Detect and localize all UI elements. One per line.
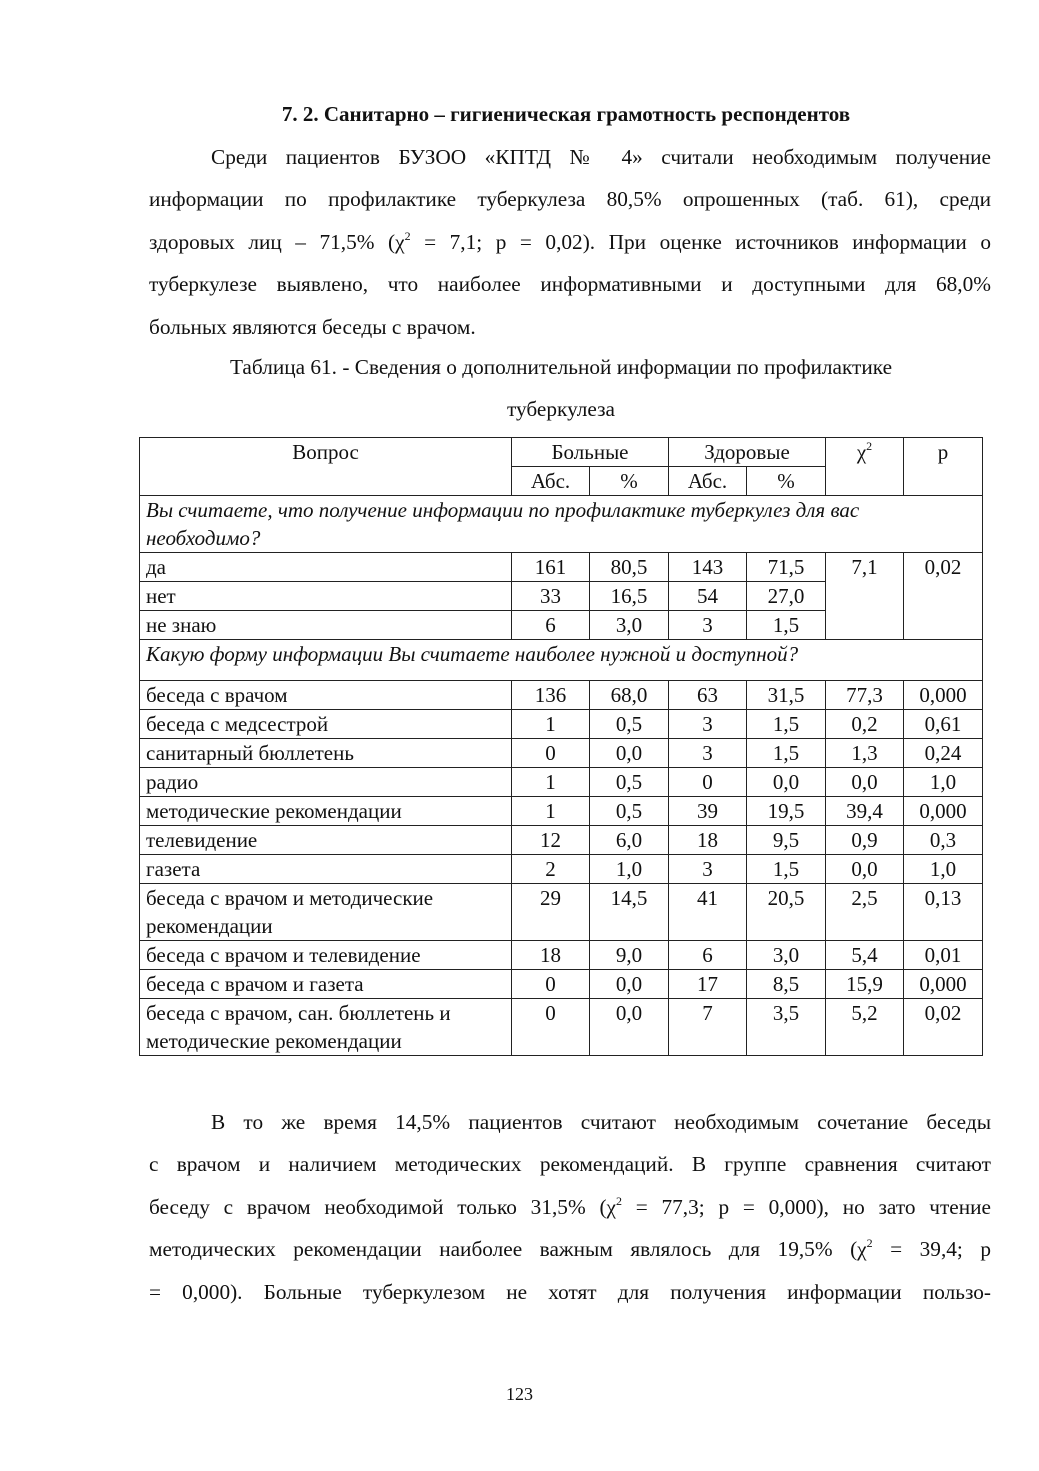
paragraph-1-line-1: Среди пациентов БУЗОО «КПТД № 4» считали необходимым получение (211, 145, 991, 169)
cell-p1: 1,0 (590, 855, 669, 884)
cell-a2: 6 (669, 941, 747, 970)
cell-chi: 0,0 (826, 855, 904, 884)
header-healthy-pct: % (747, 467, 826, 496)
cell-a1: 0 (512, 999, 590, 1056)
section-1-p: 0,02 (904, 553, 983, 640)
cell-label: беседа с врачом (140, 681, 512, 710)
section-heading: 7. 2. Санитарно – гигиеническая грамотность респондентов (281, 102, 851, 126)
table-row (140, 970, 983, 999)
table-row (140, 884, 983, 941)
cell-label: беседа с врачом и газета (140, 970, 512, 999)
cell-p1: 0,0 (590, 999, 669, 1056)
cell-a1: 12 (512, 826, 590, 855)
paragraph-1-line-4: туберкулезе выявлено, что наиболее информативными и доступными для 68,0% (149, 272, 991, 297)
cell-chi: 77,3 (826, 681, 904, 710)
header-p: р (904, 438, 983, 496)
paragraph-1-line-3a: здоровых лиц – 71,5% (χ (149, 229, 405, 254)
cell-a2: 7 (669, 999, 747, 1056)
cell-chi: 0,0 (826, 768, 904, 797)
cell-label: беседа с медсестрой (140, 710, 512, 739)
header-sick-abs: Абс. (512, 467, 590, 496)
cell-a2: 3 (669, 855, 747, 884)
paragraph-1-line-5: больных являются беседы с врачом. (149, 314, 476, 339)
cell-p: 0,000 (904, 797, 983, 826)
section-1-question: Вы считаете, что получение информации по профилактике туберкулез для вас необходимо? (140, 496, 983, 553)
cell-a1: 0 (512, 970, 590, 999)
cell-p2: 19,5 (747, 797, 826, 826)
cell-p2: 0,0 (747, 768, 826, 797)
cell-a2: 63 (669, 681, 747, 710)
cell-p: 0,000 (904, 681, 983, 710)
cell-p: 0,01 (904, 941, 983, 970)
cell-chi: 15,9 (826, 970, 904, 999)
cell-a2: 17 (669, 970, 747, 999)
cell-chi: 0,2 (826, 710, 904, 739)
table-caption-line-1: Таблица 61. - Сведения о дополнительной информации по профилактике (229, 355, 893, 379)
cell-p1: 0,0 (590, 739, 669, 768)
header-sick: Больные (512, 438, 669, 467)
cell-label: газета (140, 855, 512, 884)
cell-p: 1,0 (904, 768, 983, 797)
table-row (140, 999, 983, 1056)
cell-p1: 68,0 (590, 681, 669, 710)
paragraph-2-line-4a: методических рекомендации наиболее важным являлось для 19,5% (χ (149, 1237, 867, 1262)
cell-a2: 18 (669, 826, 747, 855)
cell-a2: 3 (669, 739, 747, 768)
cell-a2: 41 (669, 884, 747, 941)
cell-p2: 8,5 (747, 970, 826, 999)
table-row (140, 710, 983, 739)
cell-a1: 18 (512, 941, 590, 970)
cell-p2: 9,5 (747, 826, 826, 855)
paragraph-1-line-2: информации по профилактике туберкулеза 80,5% опрошенных (таб. 61), среди (149, 187, 991, 212)
cell-chi: 1,3 (826, 739, 904, 768)
header-chi-square: $\chi^2$ (826, 438, 904, 496)
header-sick-pct: % (590, 467, 669, 496)
cell-p: 0,13 (904, 884, 983, 941)
cell-label: санитарный бюллетень (140, 739, 512, 768)
cell-a2: 39 (669, 797, 747, 826)
cell-a2: 0 (669, 768, 747, 797)
cell-p1: 14,5 (590, 884, 669, 941)
page-number: 123 (506, 1384, 533, 1404)
table-row (140, 681, 983, 710)
cell-p2: 1,5 (747, 855, 826, 884)
header-healthy-abs: Абс. (669, 467, 747, 496)
cell-p: 0,000 (904, 970, 983, 999)
section-2-rows (140, 681, 983, 1056)
paragraph-1-line-3b: = 7,1; р = 0,02). При оценке источников информации о (410, 229, 991, 254)
cell-p: 0,3 (904, 826, 983, 855)
cell-p2: 1,5 (747, 739, 826, 768)
paragraph-2-line-3b: = 77,3; р = 0,000), но зато чтение (621, 1194, 991, 1219)
cell-p: 0,24 (904, 739, 983, 768)
table-row (140, 768, 983, 797)
cell-chi: 5,2 (826, 999, 904, 1056)
table-row: да 161 80,5 143 71,5 7,1 0,02 (140, 553, 983, 582)
cell-a1: 136 (512, 681, 590, 710)
paragraph-2: В то же время 14,5% пациентов считают необходимым сочетание беседы с врачом и наличием методических рекомендаций. В группе сравнения считают беседу с врачом необходимой только 31,5% ($\chi^2 = 77,3$; р = 0,000), но зато чтение методических рекомендации наиболее важным являлось для 19,5% ($\chi^2 = 39,4$; р = 0,000). Больные туберкулезом не хотят для получения информации пользо- (149, 1101, 991, 1313)
header-question: Вопрос (140, 438, 512, 496)
cell-p2: 1,5 (747, 710, 826, 739)
cell-label: радио (140, 768, 512, 797)
table-row (140, 941, 983, 970)
cell-a1: 29 (512, 884, 590, 941)
cell-chi: 0,9 (826, 826, 904, 855)
table-row (140, 797, 983, 826)
section-1-chi: 7,1 (826, 553, 904, 640)
paragraph-2-line-5: = 0,000). Больные туберкулезом не хотят для получения информации пользо- (149, 1279, 991, 1304)
cell-p2: 3,5 (747, 999, 826, 1056)
cell-p: 0,61 (904, 710, 983, 739)
table-caption (140, 346, 982, 430)
cell-p1: 6,0 (590, 826, 669, 855)
header-healthy: Здоровые (669, 438, 826, 467)
cell-p2: 20,5 (747, 884, 826, 941)
cell-a1: 2 (512, 855, 590, 884)
cell-p1: 0,5 (590, 768, 669, 797)
table-caption-line-2: туберкулеза (506, 397, 615, 421)
cell-label: методические рекомендации (140, 797, 512, 826)
cell-chi: 5,4 (826, 941, 904, 970)
cell-a1: 1 (512, 768, 590, 797)
paragraph-1 (149, 136, 991, 348)
chi-square-superscript: 2 (404, 228, 411, 243)
table-row: нет 33 16,5 54 27,0 (140, 582, 983, 611)
table-row (140, 826, 983, 855)
cell-p1: 0,5 (590, 710, 669, 739)
cell-a1: 1 (512, 797, 590, 826)
cell-p: 1,0 (904, 855, 983, 884)
cell-p: 0,02 (904, 999, 983, 1056)
paragraph-2-line-4b: = 39,4; р (872, 1237, 991, 1262)
cell-p2: 31,5 (747, 681, 826, 710)
section-2-question: Какую форму информации Вы считаете наиболее нужной и доступной? (140, 640, 983, 681)
table-row (140, 739, 983, 768)
paragraph-2-line-2: с врачом и наличием методических рекомендаций. В группе сравнения считают (149, 1152, 991, 1177)
cell-p2: 3,0 (747, 941, 826, 970)
cell-label: телевидение (140, 826, 512, 855)
table-row (140, 855, 983, 884)
cell-a1: 0 (512, 739, 590, 768)
cell-a2: 3 (669, 710, 747, 739)
table-61 (139, 437, 983, 1056)
cell-p1: 9,0 (590, 941, 669, 970)
cell-label: беседа с врачом, сан. бюллетень и методические рекомендации (140, 999, 512, 1056)
table-row: не знаю 6 3,0 3 1,5 (140, 611, 983, 640)
cell-chi: 39,4 (826, 797, 904, 826)
cell-p1: 0,5 (590, 797, 669, 826)
cell-label: беседа с врачом и телевидение (140, 941, 512, 970)
paragraph-2-line-3a: беседу с врачом необходимой только 31,5% (χ (149, 1194, 616, 1219)
cell-chi: 2,5 (826, 884, 904, 941)
cell-label: беседа с врачом и методические рекомендации (140, 884, 512, 941)
paragraph-2-line-1: В то же время 14,5% пациентов считают необходимым сочетание беседы (211, 1110, 991, 1134)
cell-a1: 1 (512, 710, 590, 739)
cell-p1: 0,0 (590, 970, 669, 999)
